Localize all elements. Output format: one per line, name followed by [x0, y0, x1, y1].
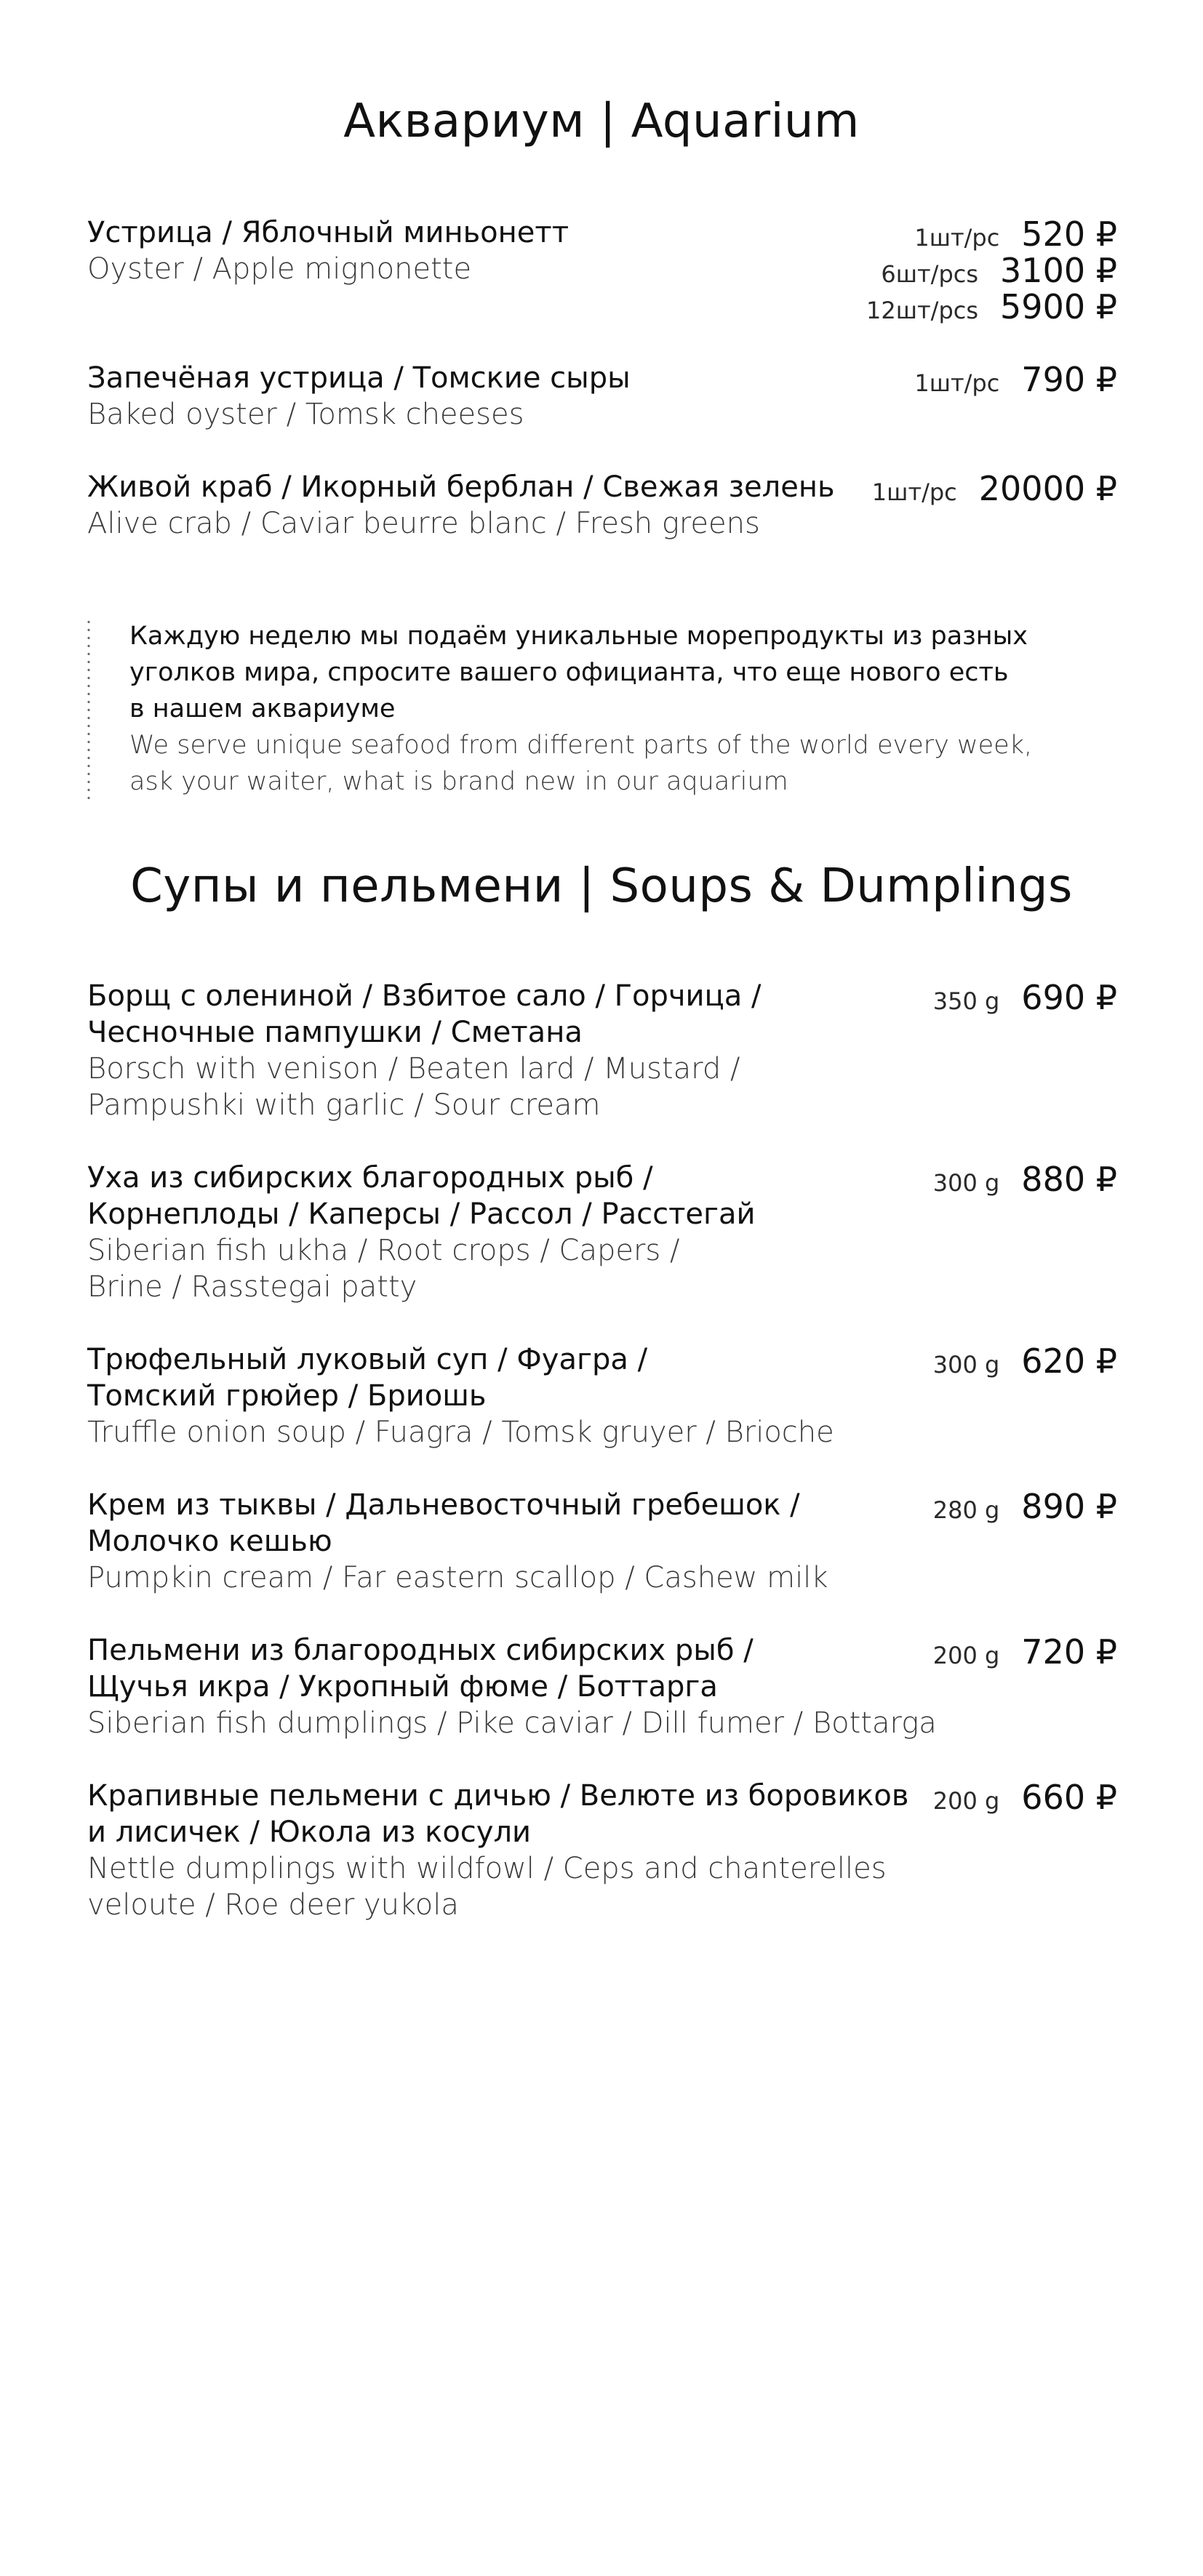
portion-label: 1шт/pc — [914, 224, 1000, 252]
price-nettle-dumplings — [932, 1778, 1117, 1817]
note-text — [129, 618, 1060, 800]
price-value: 690 ₽ — [1021, 978, 1117, 1017]
price-row — [871, 469, 1117, 508]
note-text-ru: Каждую неделю мы подаём уникальные морепродукты из разных уголков мира, спросите вашего официанта, что еще нового есть в нашем аквариуме — [129, 622, 1028, 723]
price-value: 520 ₽ — [1021, 214, 1117, 254]
portion-label: 1шт/pc — [914, 369, 1000, 397]
price-pumpkin-cream — [932, 1487, 1117, 1526]
price-row — [932, 1341, 1117, 1381]
item-name-ru: Пельмени из благородных сибирских рыб / Щучья икра / Укропный фюме / Боттарга — [87, 1634, 754, 1704]
price-value: 890 ₽ — [1021, 1487, 1117, 1526]
price-value: 5900 ₽ — [1000, 287, 1117, 326]
aquarium-title: Аквариум | Aquarium — [343, 95, 860, 148]
portion-label: 280 g — [932, 1496, 1000, 1524]
soups-title: Супы и пельмени | Soups & Dumplings — [130, 859, 1073, 913]
item-name-ru: Борщ с олениной / Взбитое сало / Горчица / Чесночные пампушки / Сметана — [87, 979, 762, 1049]
portion-label: 1шт/pc — [871, 478, 957, 506]
price-row — [932, 978, 1117, 1017]
price-value: 790 ₽ — [1021, 360, 1117, 399]
price-row — [866, 251, 1117, 290]
item-name-ru: Крем из тыквы / Дальневосточный гребешок / Молочко кешью — [87, 1488, 800, 1558]
price-row — [932, 1632, 1117, 1672]
price-value: 20000 ₽ — [978, 469, 1117, 508]
item-name-en: Truffle onion soup / Fuagra / Tomsk gruyer / Brioche — [87, 1416, 834, 1449]
item-name-en: Borsch with venison / Beaten lard / Mustard / Pampushki with garlic / Sour cream — [87, 1052, 740, 1122]
note-text-en: We serve unique seafood from different parts of the world every week, ask your waiter, what is brand new in our aquarium — [129, 731, 1033, 796]
price-value: 720 ₽ — [1021, 1632, 1117, 1672]
aquarium-note — [87, 618, 1062, 800]
item-name-en: Baked oyster / Tomsk cheeses — [87, 398, 524, 431]
portion-label: 300 g — [932, 1351, 1000, 1379]
price-value: 660 ₽ — [1021, 1778, 1117, 1817]
item-name-en: Alive crab / Caviar beurre blanc / Fresh greens — [87, 507, 760, 540]
price-ukha — [932, 1160, 1117, 1199]
portion-label: 200 g — [932, 1787, 1000, 1815]
portion-label: 350 g — [932, 987, 1000, 1015]
item-name-ru: Уха из сибирских благородных рыб / Корнеплоды / Каперсы / Рассол / Расстегай — [87, 1161, 756, 1231]
price-list-baked-oyster — [914, 360, 1117, 399]
price-row — [866, 287, 1117, 324]
item-name-ru: Крапивные пельмени с дичью / Велюте из боровиков и лисичек / Юкола из косули — [87, 1779, 909, 1849]
dotted-divider — [87, 618, 90, 800]
item-name-en: Pumpkin cream / Far eastern scallop / Cashew milk — [87, 1561, 828, 1594]
price-value: 3100 ₽ — [1000, 251, 1117, 290]
price-row — [932, 1160, 1117, 1199]
price-onion-soup — [932, 1341, 1117, 1381]
portion-label: 300 g — [932, 1169, 1000, 1197]
portion-label: 6шт/pcs — [881, 260, 979, 288]
price-fish-dumplings — [932, 1632, 1117, 1672]
price-row — [932, 1487, 1117, 1526]
item-name-en: Oyster / Apple mignonette — [87, 252, 472, 286]
price-value: 620 ₽ — [1021, 1341, 1117, 1381]
item-name-ru: Запечёная устрица / Томские сыры — [87, 361, 631, 395]
item-name-ru: Устрица / Яблочный миньонетт — [87, 216, 569, 249]
item-name-ru: Живой краб / Икорный берблан / Свежая зелень — [87, 470, 835, 504]
portion-label: 200 g — [932, 1642, 1000, 1669]
price-row — [866, 214, 1117, 254]
item-name-ru: Трюфельный луковый суп / Фуагра / Томский грюйер / Бриошь — [87, 1343, 648, 1413]
price-value: 880 ₽ — [1021, 1160, 1117, 1199]
item-name-en: Nettle dumplings with wildfowl / Ceps and chanterelles veloute / Roe deer yukola — [87, 1852, 887, 1922]
item-name-en: Siberian fish dumplings / Pike caviar / Dill fumer / Bottarga — [87, 1706, 937, 1740]
price-row — [914, 360, 1117, 399]
price-row — [932, 1778, 1117, 1817]
price-list-oyster — [866, 214, 1117, 324]
price-borsch — [932, 978, 1117, 1017]
item-name-en: Siberian fish ukha / Root crops / Capers / Brine / Rasstegai patty — [87, 1234, 680, 1304]
portion-label: 12шт/pcs — [866, 297, 979, 324]
price-list-alive-crab — [871, 469, 1117, 508]
